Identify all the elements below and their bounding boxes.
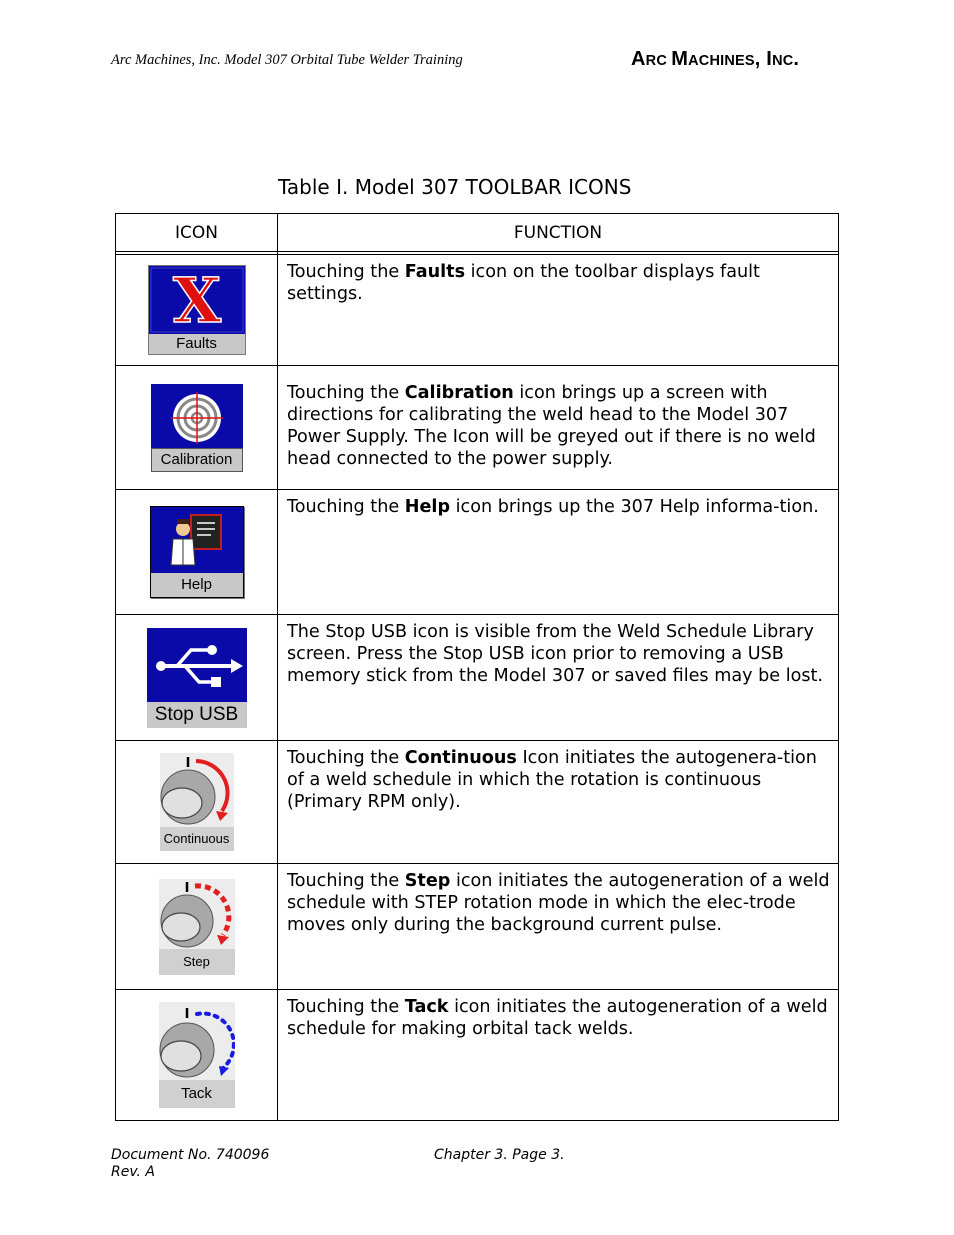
desc-text: icon brings up a screen with directions for calibrating the weld head to the Model 307 Power Supply. The Icon will be greyed out if there is no weld head connected to the power supply. — [287, 383, 816, 469]
desc-text: Icon initiates the autogenera-tion of a weld schedule in which the rotation is continuous (Primary RPM only). — [287, 748, 817, 812]
column-header-function: FUNCTION — [278, 214, 839, 252]
desc-bold: Continuous — [404, 748, 517, 768]
logo-part: , I — [754, 48, 773, 70]
page-number: Chapter 3. Page 3. — [434, 1147, 565, 1163]
continuous-icon — [160, 753, 234, 851]
icon-label: Tack — [181, 1085, 212, 1102]
icon-label: Stop USB — [147, 702, 247, 728]
icon-cell — [116, 255, 278, 366]
step-icon — [159, 879, 235, 975]
function-description — [278, 490, 839, 615]
desc-text: Touching the — [287, 497, 405, 517]
table-row — [116, 990, 839, 1121]
icon-label: Step — [183, 953, 210, 969]
desc-text: Touching the — [287, 262, 405, 282]
icon-cell — [116, 741, 278, 864]
function-description — [278, 741, 839, 864]
footer-document-info — [111, 1147, 269, 1181]
icon-cell — [116, 990, 278, 1121]
table-row — [116, 615, 839, 741]
icon-label: Continuous — [163, 831, 230, 846]
desc-text: Touching the — [287, 997, 405, 1017]
icon-label: Help — [151, 573, 243, 597]
function-description — [278, 615, 839, 741]
icon-label: Calibration — [151, 448, 243, 472]
desc-bold: Tack — [404, 997, 449, 1017]
logo-part: NC — [772, 53, 794, 69]
icon-cell — [116, 490, 278, 615]
desc-bold: Help — [404, 497, 451, 517]
table-row — [116, 490, 839, 615]
icon-cell — [116, 366, 278, 490]
desc-text: The Stop USB icon is visible from the Weld Schedule Library screen. Press the Stop USB icon prior to removing a USB memory stick from the Model 307 or saved files may be lost. — [287, 622, 824, 686]
function-description — [278, 864, 839, 990]
desc-text: icon on the toolbar displays fault settings. — [287, 262, 760, 304]
document-number: Document No. 740096 — [111, 1147, 270, 1163]
usb-icon — [147, 628, 247, 728]
toolbar-icons-table — [115, 213, 839, 1121]
svg-text:X: X — [172, 266, 221, 334]
desc-text: icon brings up the 307 Help informa-tion. — [450, 497, 819, 517]
function-description — [278, 990, 839, 1121]
desc-bold: Faults — [404, 262, 466, 282]
revision: Rev. A — [111, 1164, 155, 1180]
logo-part: . — [793, 48, 800, 70]
tack-icon — [159, 1002, 235, 1108]
calibration-icon — [151, 384, 243, 472]
desc-bold: Step — [404, 871, 451, 891]
faults-icon — [148, 265, 246, 355]
table-header-row — [116, 214, 839, 252]
column-header-icon: ICON — [116, 214, 278, 252]
desc-bold: Calibration — [404, 383, 514, 403]
icon-label: Faults — [149, 334, 245, 354]
logo-part: RC — [645, 53, 672, 69]
desc-text: Touching the — [287, 748, 405, 768]
icon-cell — [116, 615, 278, 741]
table-row — [116, 366, 839, 490]
function-description — [278, 255, 839, 366]
function-description — [278, 366, 839, 490]
table-caption: Table I. Model 307 TOOLBAR ICONS — [278, 175, 632, 199]
desc-text: icon initiates the autogeneration of a weld schedule with STEP rotation mode in which the elec-trode moves only during the background current pulse. — [287, 871, 830, 935]
table-row — [116, 255, 839, 366]
table-row — [116, 864, 839, 990]
desc-text: Touching the — [287, 871, 405, 891]
company-logo — [631, 48, 799, 71]
help-icon — [150, 506, 244, 598]
logo-part: A — [631, 48, 646, 70]
header-title: Arc Machines, Inc. Model 307 Orbital Tube Welder Training — [111, 52, 463, 68]
desc-text: icon initiates the autogeneration of a weld schedule for making orbital tack welds. — [287, 997, 828, 1039]
table-row — [116, 741, 839, 864]
desc-text: Touching the — [287, 383, 405, 403]
logo-part: ACHINES — [688, 53, 755, 69]
icon-cell — [116, 864, 278, 990]
logo-part: M — [671, 48, 689, 70]
